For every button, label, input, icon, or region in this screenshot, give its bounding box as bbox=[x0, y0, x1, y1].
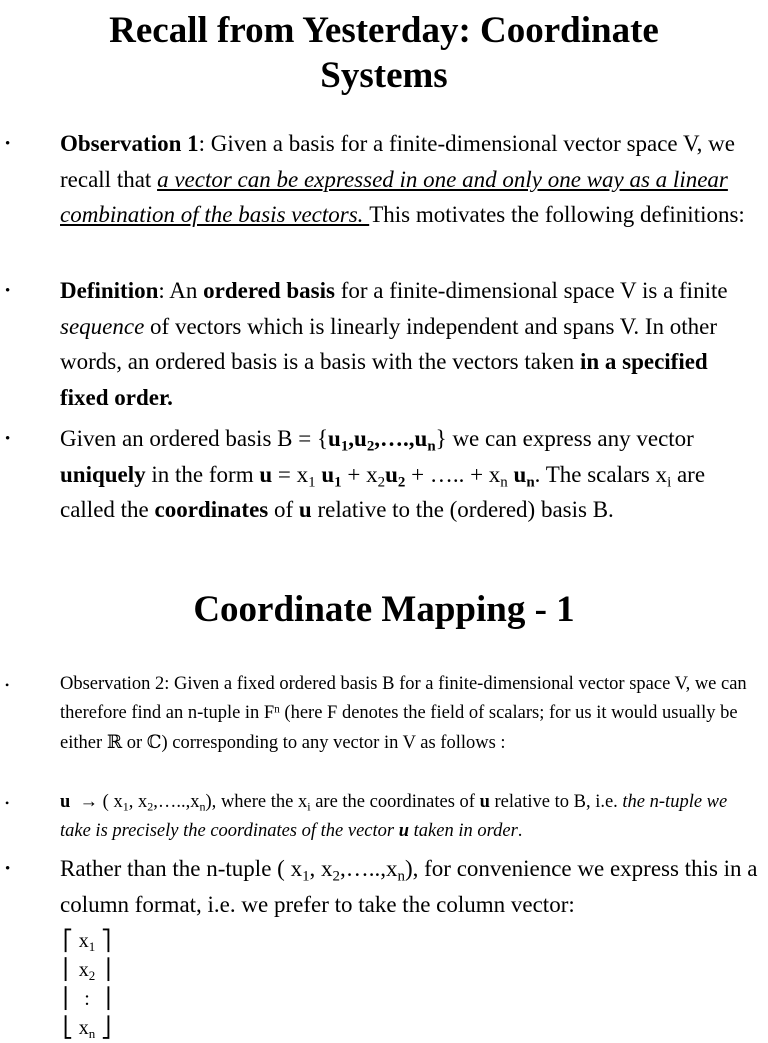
bullet-dot: • bbox=[5, 431, 11, 447]
slide-title-coordinate-mapping: Coordinate Mapping - 1 bbox=[193, 589, 575, 630]
observation-1-label: Observation 1 bbox=[60, 131, 199, 156]
column-vector-row: ⎣ $x_n$ ⎦ bbox=[63, 1017, 111, 1041]
underlined-statement: a vector can be expressed in one and only one way as a linear combination of the basis vectors. bbox=[60, 166, 728, 227]
column-vector bbox=[60, 927, 114, 1043]
coordinates-paragraph: Given an ordered basis $B = \{u_1,u_2,\dots.,u_n\}$ we can express any vector uniquely in the form $u = x_1$ $u_1 + x_2u_2$ + ….. + $x_n$ $u_n$. The scalars $x_i$ are called the coordinates of u relative to the (ordered) basis B. bbox=[60, 426, 706, 522]
definition-paragraph: Definition: An ordered basis for a finite-dimensional space V is a finite sequence of vectors which is linearly independent and spans V. In other words, an ordered basis is a basis with the vectors taken in a specified fixed order. bbox=[60, 278, 728, 410]
observation-1-paragraph: Observation 1: Given a basis for a finite-dimensional vector space V, we recall that a vector can be expressed in one and only one way as a linear combination of the basis vectors. This motivates the following definitions: bbox=[60, 131, 745, 227]
bullet-dot: • bbox=[5, 283, 11, 299]
definition-label: Definition bbox=[60, 278, 159, 303]
column-format-paragraph: Rather than the n-tuple ( $x_1$, $x_2,\dots..,x_n$), for convenience we express this in a column format, i.e. we prefer to take the column vector: bbox=[60, 856, 758, 917]
observation-2-paragraph: Observation 2: Given a fixed ordered basis B for a finite-dimensional vector space V, we can therefore find an n-tuple in $F^n$ (here F denotes the field of scalars; for us it would usually be either ℝ or ℂ) corresponding to any vector in V as follows : bbox=[60, 674, 747, 753]
column-vector-row: ⎢ $x_2$ ⎥ bbox=[63, 959, 111, 983]
bullet-dot: • bbox=[5, 796, 10, 810]
title-line-1: Recall from Yesterday: Coordinate bbox=[109, 10, 659, 51]
mapping-paragraph: u → ( $x_1$, $x_2,\dots..,x_n$), where the $x_i$ are the coordinates of u relative to B, i.e. the n-tuple we take is precisely the coordinates of the vector u taken in order. bbox=[60, 792, 728, 842]
column-vector-row: ⎢ : ⎥ bbox=[63, 988, 111, 1010]
slide-title-recall bbox=[0, 8, 768, 98]
bullet-dot: • bbox=[5, 678, 10, 692]
bullet-dot: • bbox=[5, 136, 11, 152]
bullet-dot: • bbox=[5, 861, 11, 877]
column-vector-row: ⎡ $x_1$ ⎤ bbox=[63, 930, 111, 954]
title-line-2: Systems bbox=[320, 55, 448, 96]
